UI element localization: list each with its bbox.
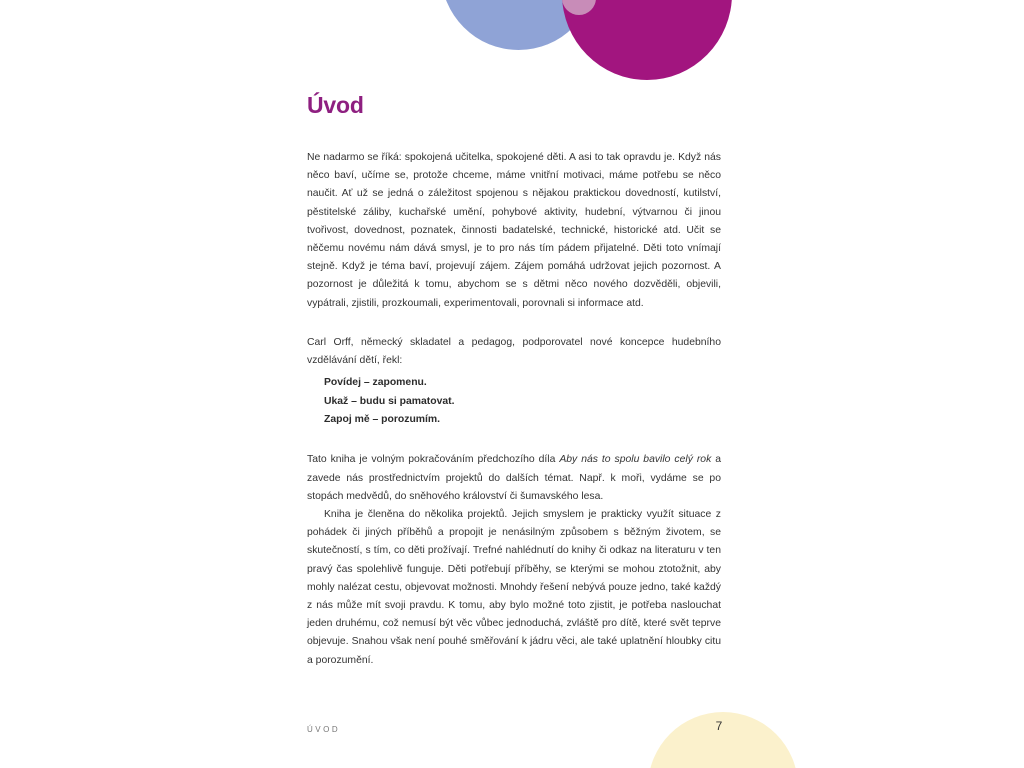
- orff-paragraph: Carl Orff, německý skladatel a pedagog, podporovatel nové koncepce hudebního vzdělávání dětí, řekl:: [307, 336, 721, 367]
- footer-section-label: ÚVOD: [307, 725, 341, 734]
- quote-line-show: Ukaž – budu si pamatovat.: [324, 395, 455, 407]
- page-number: 7: [715, 719, 723, 733]
- chapter-heading: Úvod: [307, 92, 364, 118]
- quote-block: [307, 374, 721, 429]
- previous-book-title: Aby nás to spolu bavilo celý rok: [559, 454, 712, 466]
- book-intro-start: Tato kniha je volným pokračováním předchozího díla: [307, 454, 560, 466]
- page-content: [307, 88, 721, 670]
- quote-line-tell: Povídej – zapomenu.: [324, 377, 427, 389]
- quote-line-involve: Zapoj mě – porozumím.: [324, 414, 441, 426]
- projects-paragraph: Kniha je členěna do několika projektů. Jejich smyslem je prakticky využít situace z pohádek či jiných příběhů a propojit je nenásilným způsobem s běžným životem, se skutečností, s tím, co děti prožívají. Trefné nahlédnutí do knihy či odkaz na literaturu v ten pravý čas spolehlivě funguje. Děti potřebují příběhy, se kterými se mohou ztotožnit, aby mohly nalézat cestu, objevovat možnosti. Mnohdy řešení nebývá pouze jedno, také každý z nás může mít svoji pravdu. K tomu, aby bylo možné toto zjistit, je potřeba naslouchat jeden druhému, což nemusí být věc vůbec jednoduchá, zvláště pro dítě, které svět teprve objevuje. Snahou však není pouhé směřování k jádru věci, ale také uplatnění hloubky citu a porozumění.: [307, 509, 721, 666]
- intro-paragraph: Ne nadarmo se říká: spokojená učitelka, spokojené děti. A asi to tak opravdu je. Když nás něco baví, učíme se, protože chceme, máme vnitřní motivaci, máme potřebu se něco naučit. Ať už se jedná o záležitost spojenou s nějakou praktickou dovedností, kutilství, pěstitelské záliby, kuchařské umění, pohybové aktivity, hudební, výtvarnou či jinou tvořivost, dovednost, poznatek, činnosti badatelské, technické, historické atd. Učit se něčemu novému nám dává smysl, je to pro nás tím pádem přijatelné. Děti toto vnímají stejně. Když je téma baví, projevují zájem. Zájem pomáhá udržovat jejich pozornost. A pozornost je důležitá k tomu, abychom se s dětmi něco nového dozvěděli, objevili, vypátrali, zjistili, prozkoumali, experimentovali, porovnali si informace atd.: [307, 152, 721, 309]
- book-intro-paragraph: [307, 451, 721, 506]
- book-intro-end: a zavede nás prostřednictvím projektů do dalších témat. Např. k moři, vydáme se po stopách medvědů, do sněhového království či šumavského lesa.: [307, 454, 722, 502]
